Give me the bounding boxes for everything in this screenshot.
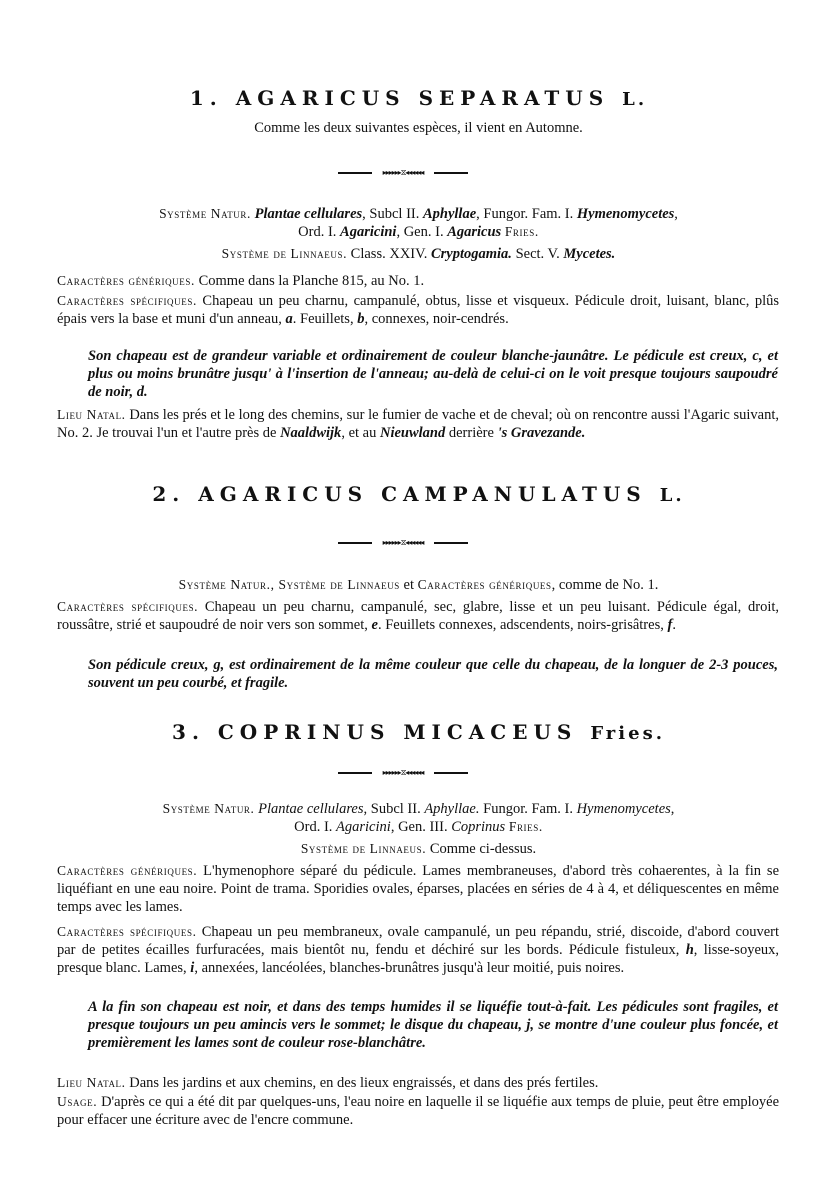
species-number: 2. xyxy=(152,482,186,506)
systeme-linnaeus-label: Système de Linnaeus. xyxy=(300,841,427,856)
spec-text-3: . xyxy=(672,617,676,634)
species-author: L. xyxy=(622,89,648,110)
spec-text-1: Chapeau un peu charnu, campanulé, obtus, lisse et visqueux. Pédicule droit, luisant, blanc, plûs épais vers la base et muni d'un anneau, xyxy=(57,293,779,328)
lieu-natal-label: Lieu Natal. xyxy=(57,1075,126,1090)
ornament-divider xyxy=(338,538,468,548)
systeme-natur-line-1 xyxy=(40,800,797,818)
place-gravezande: 's Gravezande. xyxy=(497,425,586,442)
spec-text-2: , lisse-soyeux, presque blanc. Lames, xyxy=(57,942,780,977)
reference-label-2: Caractères génériques xyxy=(417,577,552,592)
ornament-line-left xyxy=(338,172,372,174)
systeme-linnaeus-line xyxy=(40,840,797,858)
cryptogamia: Cryptogamia. xyxy=(430,246,512,262)
caracteres-specifiques-label: Caractères spécifiques. xyxy=(57,924,197,939)
plantae-cellulares: Plantae cellulares xyxy=(254,206,363,222)
caracteres-generiques xyxy=(57,272,779,290)
fries: Fries. xyxy=(508,819,543,834)
spec-text-3: , annexées, lancéolées, blanches-brunâtres jusqu'à leur moitié, puis noires. xyxy=(194,960,625,977)
reference-line xyxy=(40,576,797,594)
lieu-natal-text: Dans les jardins et aux chemins, en des lieux engraissés, et dans des prés fertiles. xyxy=(129,1075,599,1091)
lieu-natal xyxy=(57,406,779,442)
figure-mark: i xyxy=(190,960,195,977)
ordo: Ord. I. xyxy=(298,224,337,240)
systeme-natur-line-2 xyxy=(40,223,797,241)
ornament-line-left xyxy=(338,772,372,774)
ornament-divider xyxy=(338,168,468,178)
caracteres-generiques-text: Comme dans la Planche 815, au No. 1. xyxy=(198,273,425,289)
agaricini: Agaricini xyxy=(336,819,391,835)
coprinus: Coprinus xyxy=(451,819,506,835)
species-title-agaricus-campanulatus xyxy=(0,482,837,506)
species-number: 3. xyxy=(172,720,205,744)
class: Class. XXIV. xyxy=(350,246,428,262)
usage xyxy=(57,1093,779,1129)
spec-text-2: . Feuillets, xyxy=(292,311,354,328)
systeme-natur-label: Système Natur. xyxy=(162,801,255,816)
hymenomycetes: Hymenomycetes xyxy=(576,801,671,817)
ornament-line-right xyxy=(434,172,468,174)
figure-mark: h xyxy=(685,942,694,959)
ordo: Ord. I. xyxy=(294,819,333,835)
ornament-line-right xyxy=(434,772,468,774)
spec-text-1: Chapeau un peu charnu, campanulé, sec, glabre, lisse et un peu luisant. Pédicule égal, droit, roussâtre, strié et saupoudré de noir vers son sommet, xyxy=(57,599,780,634)
agaricini: Agaricini xyxy=(340,224,397,240)
caracteres-generiques xyxy=(57,862,779,917)
figure-mark: e xyxy=(371,617,378,634)
ornament-glyphs: ▸▸▸▸▸▸⧖◂◂◂◂◂◂ xyxy=(382,168,424,177)
lieu-natal xyxy=(57,1074,779,1092)
fungor-fam: , Fungor. Fam. I. xyxy=(476,206,574,222)
aphyllae: Aphyllae. xyxy=(424,801,480,817)
species-name: AGARICUS CAMPANULATUS xyxy=(198,482,647,506)
species-author: Fries. xyxy=(590,723,665,744)
species-description: Son chapeau est de grandeur variable et ordinairement de couleur blanche-jaunâtre. Le pédicule est creux, c, et plus ou moins brunâtre jusqu' à l'insertion de l'anneau; au-delà de celui-ci on le voit presque toujours saupoudré de noir, d. xyxy=(88,348,778,401)
spec-text-2: . Feuillets connexes, adscendents, noirs-grisâtres, xyxy=(377,617,664,634)
figure-mark: b xyxy=(357,311,365,328)
systeme-linnaeus-line xyxy=(40,245,797,263)
systeme-natur-label: Système Natur. xyxy=(159,206,251,221)
subclass: , Subcl II. xyxy=(363,801,421,817)
ornament-line-right xyxy=(434,542,468,544)
place-nieuwland: Nieuwland xyxy=(379,425,446,442)
caracteres-specifiques xyxy=(57,923,779,978)
aphyllae: Aphyllae xyxy=(422,206,477,222)
species-title-coprinus-micaceus xyxy=(0,720,837,744)
ornament-line-left xyxy=(338,542,372,544)
caracteres-generiques-label: Caractères génériques. xyxy=(57,863,198,878)
section-subtitle: Comme les deux suivantes espèces, il vient en Automne. xyxy=(254,120,583,136)
agaricus: Agaricus xyxy=(447,224,502,240)
caracteres-specifiques-label: Caractères spécifiques. xyxy=(57,293,197,308)
species-author: L. xyxy=(659,485,685,506)
plantae-cellulares: Plantae cellulares xyxy=(258,801,364,817)
reference-and: et xyxy=(403,577,415,593)
usage-label: Usage. xyxy=(57,1094,98,1109)
caracteres-generiques-label: Caractères génériques. xyxy=(57,273,195,288)
species-description: Son pédicule creux, g, est ordinairement de la même couleur que celle du chapeau, de la longuer de 2-3 pouces, souvent un peu courbé, et fragile. xyxy=(88,657,778,692)
lieu-natal-label: Lieu Natal. xyxy=(57,407,126,422)
mycetes: Mycetes. xyxy=(563,246,616,262)
ornament-divider xyxy=(338,768,468,778)
systeme-natur-line-2 xyxy=(40,818,797,836)
caracteres-specifiques-label: Caractères spécifiques. xyxy=(57,599,199,614)
genus: , Gen. III. xyxy=(390,819,448,835)
figure-mark: a xyxy=(285,311,293,328)
systeme-natur-line-1 xyxy=(40,205,797,223)
caracteres-specifiques xyxy=(57,598,779,634)
genus: , Gen. I. xyxy=(396,224,444,240)
reference-text: , comme de No. 1. xyxy=(551,577,659,593)
lieu-text-3: derrière xyxy=(448,425,494,442)
fries: Fries. xyxy=(504,224,539,239)
spec-text-1: Chapeau un peu membraneux, ovale campanulé, un peu répandu, strié, discoide, d'abord couvert par de petites écailles furfuracées, mais bientôt nu, fendu et déchiré sur les bords. Pédicule fistuleux, xyxy=(57,924,780,959)
species-title-agaricus-separatus xyxy=(0,86,837,110)
ornament-glyphs: ▸▸▸▸▸▸⧖◂◂◂◂◂◂ xyxy=(382,538,424,547)
figure-mark: f xyxy=(667,617,673,634)
reference-label: Système Natur., Système de Linnaeus xyxy=(178,577,400,592)
lieu-text-1: Dans les prés et le long des chemins, sur le fumier de vache et de cheval; où on rencontre aussi l'Agaric suivant, No. 2. Je trouvai l'un et l'autre près de xyxy=(57,407,779,442)
systeme-linnaeus-text: Comme ci-dessus. xyxy=(429,841,537,857)
comma: , xyxy=(670,801,675,817)
caracteres-generiques-text: L'hymenophore séparé du pédicule. Lames membraneuses, d'abord très cohaerentes, à la fin se liquéfiant en une eau noire. Point de trama. Sporidies ovales, éparses, placées en séries de 4 à 4, et déliquescentes en même temps avec les lames. xyxy=(57,863,779,916)
species-name: AGARICUS SEPARATUS xyxy=(235,86,610,110)
species-name: COPRINUS MICACEUS xyxy=(217,720,578,744)
usage-text: D'après ce qui a été dit par quelques-uns, l'eau noire en laquelle il se liquéfie aux temps de pluie, peut être employée pour effacer une écriture avec de l'encre commune. xyxy=(57,1094,780,1129)
fungor-fam: Fungor. Fam. I. xyxy=(483,801,573,817)
caracteres-specifiques xyxy=(57,292,779,328)
spec-text-3: , connexes, noir-cendrés. xyxy=(364,311,509,328)
ornament-glyphs: ▸▸▸▸▸▸⧖◂◂◂◂◂◂ xyxy=(382,768,424,777)
subclass: , Subcl II. xyxy=(362,206,420,222)
species-number: 1. xyxy=(189,86,223,110)
species-description: A la fin son chapeau est noir, et dans des temps humides il se liquéfie tout-à-fait. Les pédicules sont fragiles, et presque toujours un peu amincis vers le sommet; le disque du chapeau, j, se montre d'une couleur plus foncée, et premièrement les lames sont de couleur rose-blanchâtre. xyxy=(88,999,778,1052)
hymenomycetes: Hymenomycetes xyxy=(576,206,675,222)
sect: Sect. V. xyxy=(515,246,560,262)
place-naaldwijk: Naaldwijk xyxy=(280,425,342,442)
lieu-text-2: , et au xyxy=(341,425,377,442)
systeme-linnaeus-label: Système de Linnaeus. xyxy=(221,246,348,261)
comma: , xyxy=(674,206,678,222)
